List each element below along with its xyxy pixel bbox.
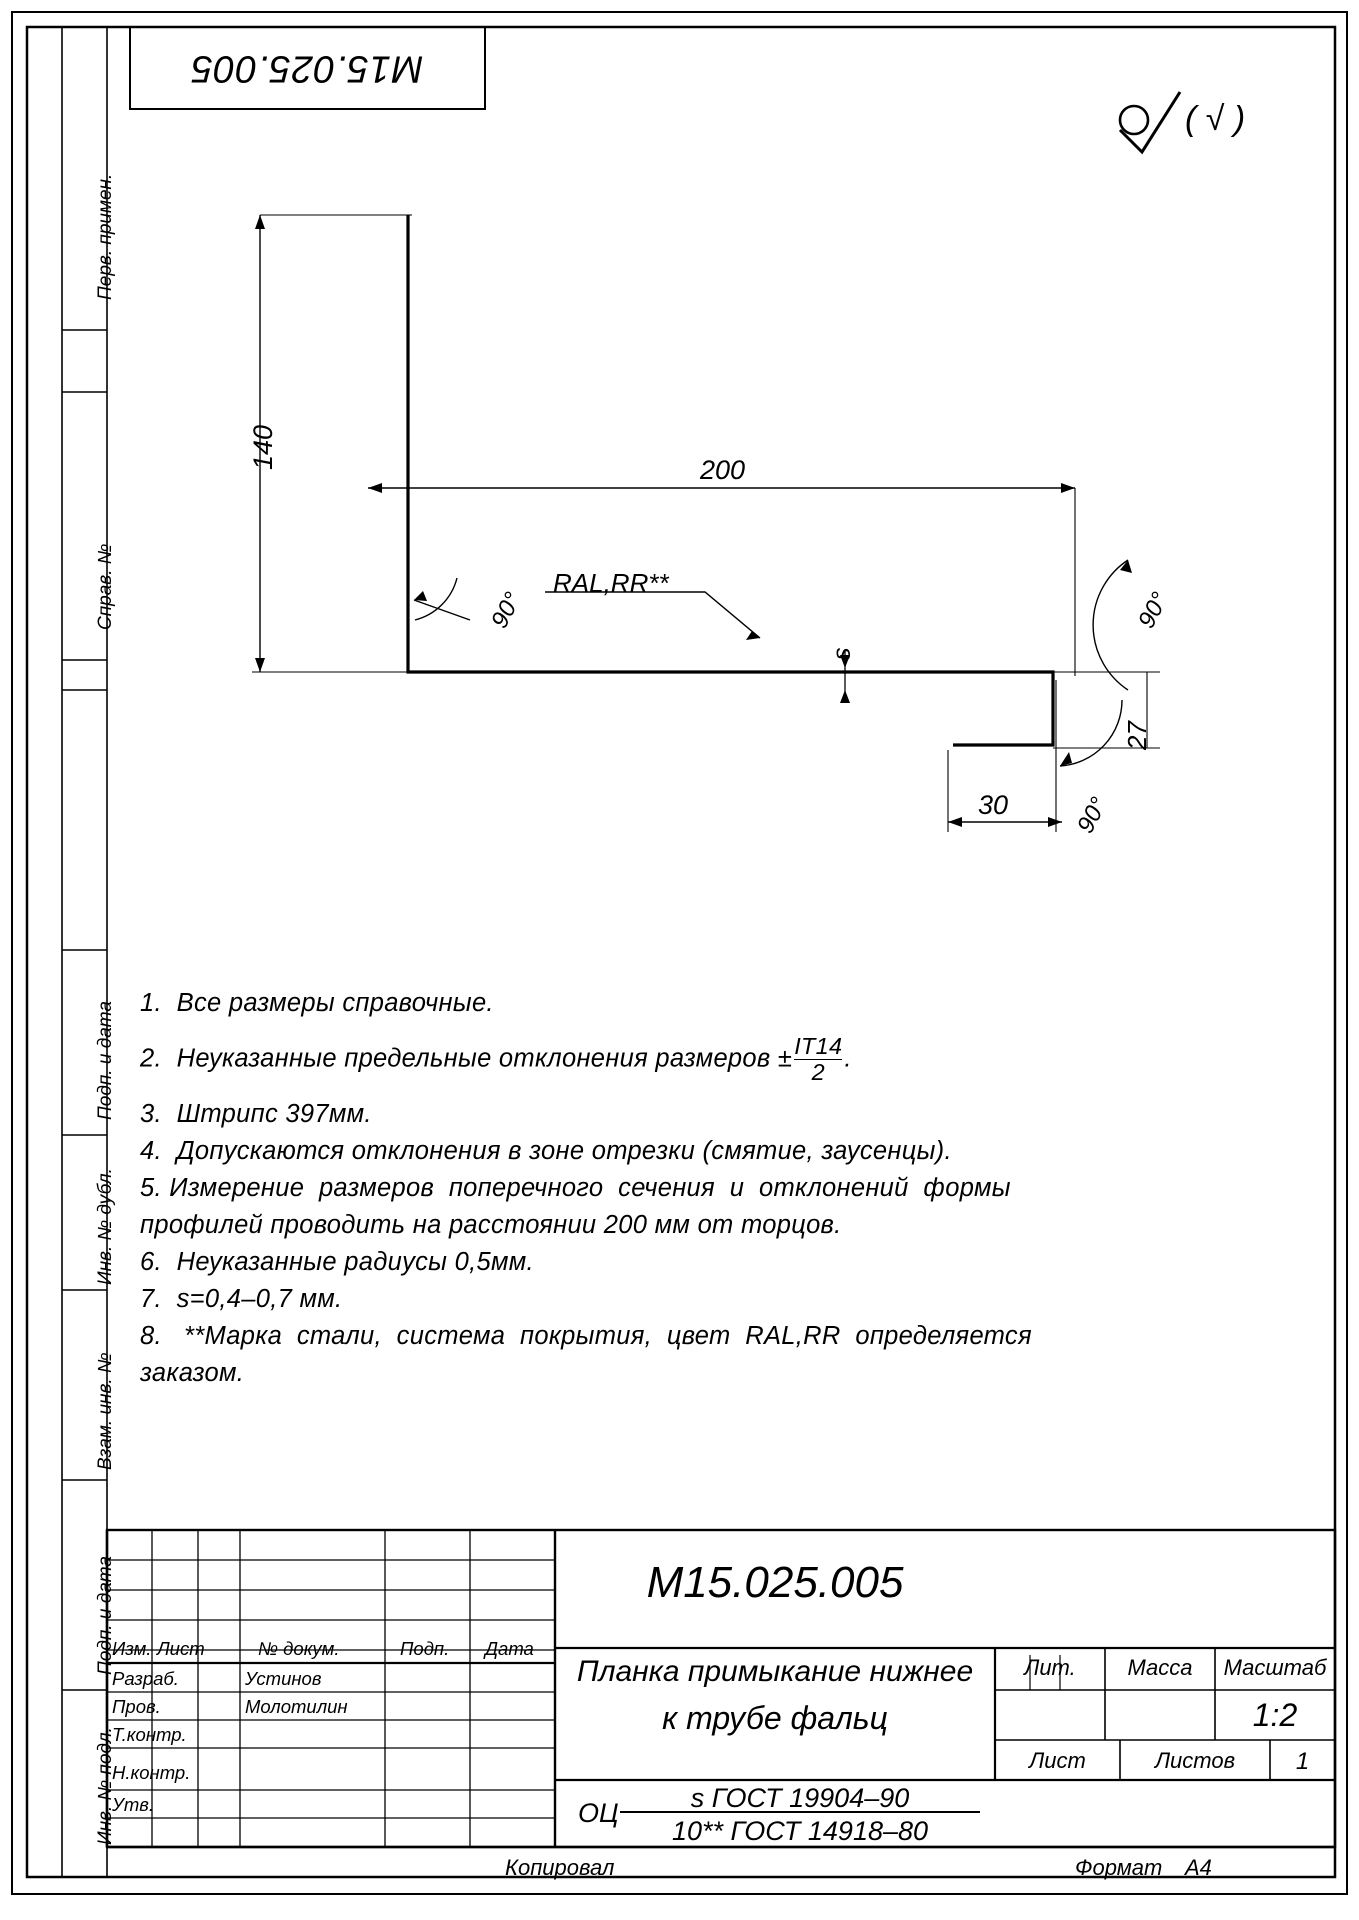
note-2-text: 2. Неуказанные предельные отклонения размеров ±	[140, 1044, 793, 1073]
title-block-name-line-1: Планка примыкание нижнее	[576, 1655, 974, 1688]
dim-s-arrow-down	[840, 690, 850, 703]
dim-30-label: 30	[978, 790, 1009, 820]
note-2	[140, 1034, 1300, 1084]
note-7: 7. s=0,4–0,7 мм.	[140, 1285, 343, 1314]
roughness-symbol-group	[1120, 92, 1180, 152]
angle-right-lower-arrow	[1060, 752, 1072, 766]
dim-s-label: s	[828, 647, 856, 660]
note-8: 8. **Марка стали, система покрытия, цвет RAL,RR определяется	[140, 1322, 1032, 1351]
dim-27-label: 27	[1122, 721, 1152, 750]
role-tkontr: Т.контр.	[112, 1724, 187, 1745]
angle-right-upper-arc	[1093, 560, 1128, 690]
material-prefix: ОЦ	[578, 1798, 619, 1828]
role-nkontr: Н.контр.	[112, 1762, 191, 1783]
angle-right-upper-label: 90°	[1133, 587, 1174, 633]
right-label-listov: Листов	[1154, 1748, 1236, 1773]
role-prov: Пров.	[112, 1696, 161, 1717]
right-label-masshtab: Масштаб	[1223, 1655, 1327, 1680]
side-label-sprav: Справ. №	[95, 543, 116, 630]
listov-value: 1	[1295, 1748, 1310, 1775]
col-header-podp: Подп.	[400, 1638, 450, 1659]
sheet-outer-border	[12, 12, 1347, 1894]
title-block-designation: M15.025.005	[646, 1558, 904, 1607]
footer-kopiroval: Копировал	[505, 1855, 615, 1880]
top-designation-text: M15.025.005	[190, 47, 424, 90]
side-label-inv-podl: Инв. № подл.	[95, 1727, 116, 1845]
name-prov: Молотилин	[245, 1696, 348, 1717]
angle-left-label: 90°	[486, 587, 527, 633]
dim-200-label: 200	[700, 455, 746, 485]
right-label-massa: Масса	[1127, 1655, 1193, 1680]
right-label-list: Лист	[1029, 1748, 1086, 1773]
material-denominator: 10** ГОСТ 14918–80	[671, 1816, 929, 1846]
footer-format-label: Формат	[1075, 1855, 1163, 1880]
note-8b: заказом.	[140, 1359, 245, 1387]
technical-requirements	[140, 985, 1300, 1392]
side-label-podp-data-1: Подп. и дата	[95, 1001, 116, 1120]
col-header-izm: Изм.	[112, 1638, 152, 1659]
role-razrab: Разраб.	[112, 1668, 179, 1689]
note-6: 6. Неуказанные радиусы 0,5мм.	[140, 1248, 534, 1277]
dim-200-arrow-left	[368, 483, 382, 493]
footer-format-value: А4	[1185, 1855, 1212, 1880]
note-2-denominator: 2	[794, 1059, 842, 1085]
dim-200-arrow-right	[1061, 483, 1075, 493]
dim-140-label: 140	[248, 424, 278, 470]
note-2-fraction	[794, 1034, 842, 1084]
note-2-period: .	[844, 1044, 852, 1073]
col-header-list: Лист	[157, 1638, 205, 1659]
side-label-inv-dubl: Инв. № дубл.	[95, 1168, 116, 1285]
note-5b: профилей проводить на расстоянии 200 мм от торцов.	[140, 1211, 842, 1240]
role-utv: Утв.	[112, 1794, 155, 1815]
name-razrab: Устинов	[245, 1668, 322, 1689]
roughness-label: ( √ )	[1185, 100, 1246, 138]
note-5: 5. Измерение размеров поперечного сечения и отклонений формы	[140, 1174, 1011, 1203]
note-3: 3. Штрипс 397мм.	[140, 1100, 372, 1129]
side-label-perv-primen: Перв. примен.	[95, 173, 116, 300]
angle-left-arrow	[414, 591, 427, 601]
angle-right-lower-label: 90°	[1072, 792, 1113, 838]
dim-30-arrow-left	[948, 817, 962, 827]
col-header-doc: № докум.	[258, 1638, 340, 1659]
dim-140-arrow-bottom	[255, 658, 265, 672]
ral-label: RAL,RR**	[553, 568, 669, 598]
dim-140-arrow-top	[255, 215, 265, 229]
right-label-lit: Лит.	[1024, 1655, 1076, 1680]
dim-30-arrow-right	[1048, 817, 1062, 827]
note-1: 1. Все размеры справочные.	[140, 989, 494, 1017]
scale-value: 1:2	[1252, 1697, 1298, 1733]
material-numerator: s ГОСТ 19904–90	[690, 1783, 910, 1813]
side-label-vzam-inv: Взам. инв. №	[95, 1352, 116, 1470]
col-header-data: Дата	[485, 1638, 534, 1659]
note-2-numerator: IT14	[794, 1032, 843, 1059]
title-block-name-line-2: к трубе фальц	[662, 1700, 888, 1736]
note-4: 4. Допускаются отклонения в зоне отрезки (смятие, заусенцы).	[140, 1137, 952, 1166]
side-label-podp-data-2: Подп. и дата	[95, 1556, 116, 1675]
